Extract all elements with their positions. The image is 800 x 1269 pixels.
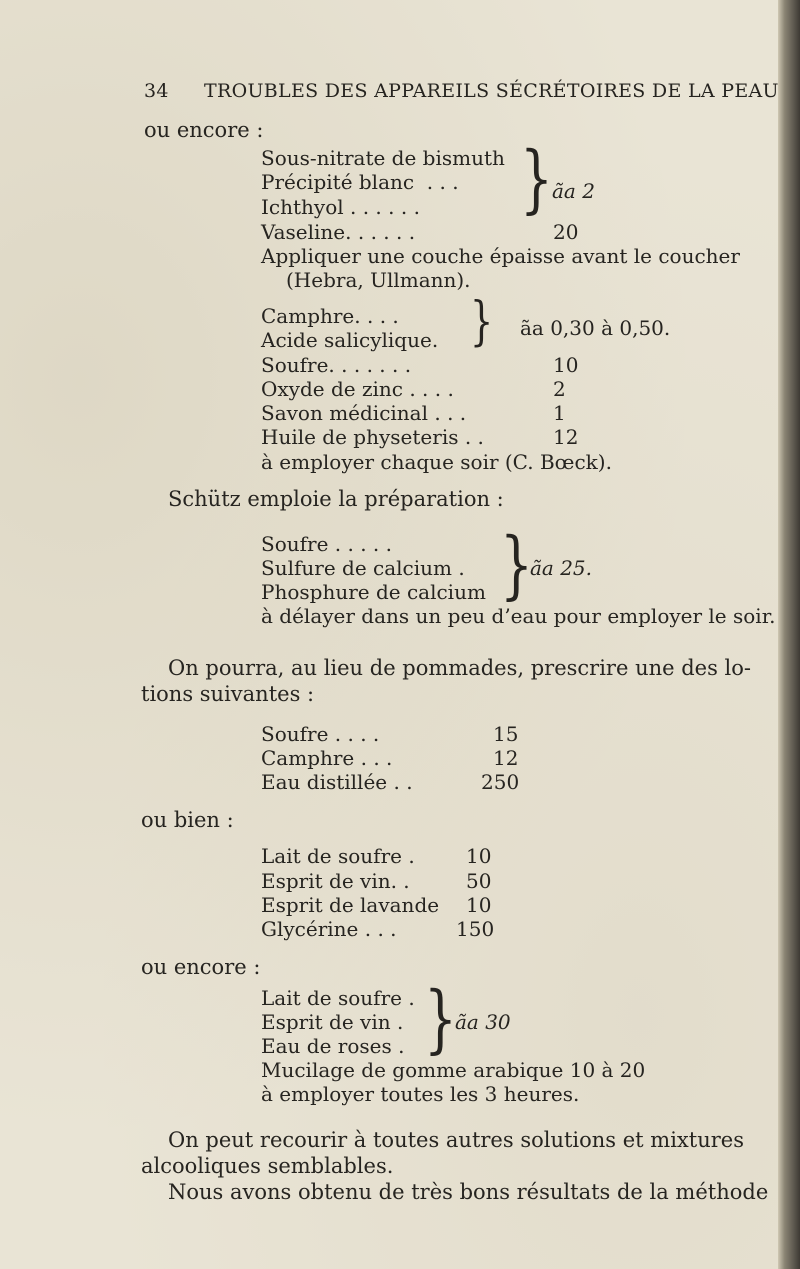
- paragraph: tions suivantes :: [141, 682, 315, 706]
- ingredient: Ichthyol . . . . . .: [261, 195, 420, 219]
- page-number: 34: [144, 80, 169, 102]
- quantity: 10: [553, 353, 579, 377]
- ingredient: Précipité blanc . . .: [261, 170, 459, 194]
- paragraph: Nous avons obtenu de très bons résultats de la méthode: [168, 1180, 769, 1204]
- instruction: à employer chaque soir (C. Bœck).: [261, 450, 612, 474]
- quantity: 2: [553, 377, 566, 401]
- dosage: ãa 2: [552, 179, 595, 203]
- brace: }: [424, 976, 457, 1062]
- paragraph: On pourra, au lieu de pommades, prescrire une des lo-: [168, 656, 752, 680]
- paragraph: On peut recourir à toutes autres solutions et mixtures: [168, 1128, 744, 1152]
- ingredient: Esprit de lavande: [261, 893, 440, 917]
- quantity: 12: [553, 425, 579, 449]
- ingredient: Esprit de vin. .: [261, 869, 410, 893]
- paragraph: Schütz emploie la préparation :: [168, 487, 504, 511]
- ingredient: Camphre . . .: [261, 746, 393, 770]
- instruction: à employer toutes les 3 heures.: [261, 1082, 580, 1106]
- instruction: Appliquer une couche épaisse avant le coucher: [261, 244, 740, 268]
- quantity: 20: [553, 220, 579, 244]
- ingredient: Oxyde de zinc . . . .: [261, 377, 454, 401]
- running-title: TROUBLES DES APPAREILS SÉCRÉTOIRES DE LA PEAU: [204, 80, 779, 102]
- quantity: 10: [466, 844, 492, 868]
- ingredient: Lait de soufre .: [261, 844, 415, 868]
- ingredient: Eau de roses .: [261, 1034, 405, 1058]
- intro-ou-encore: ou encore :: [144, 118, 264, 142]
- dosage: ãa 30: [455, 1010, 511, 1034]
- quantity: 12: [493, 746, 519, 770]
- instruction: (Hebra, Ullmann).: [286, 268, 471, 292]
- quantity: 250: [481, 770, 520, 794]
- quantity: 15: [493, 722, 519, 746]
- ingredient: Lait de soufre .: [261, 986, 415, 1010]
- brace: }: [500, 522, 533, 608]
- ingredient: Soufre . . . . .: [261, 532, 392, 556]
- ingredient: Eau distillée . .: [261, 770, 413, 794]
- ingredient: Huile de physeteris . .: [261, 425, 484, 449]
- ingredient: Soufre. . . . . . .: [261, 353, 412, 377]
- ou-encore: ou encore :: [141, 955, 261, 979]
- ingredient: Soufre . . . .: [261, 722, 380, 746]
- quantity: 150: [456, 917, 495, 941]
- dosage: ãa 0,30 à 0,50.: [520, 316, 671, 340]
- ingredient: Sulfure de calcium .: [261, 556, 465, 580]
- ingredient: Savon médicinal . . .: [261, 401, 467, 425]
- dosage: ãa 25.: [530, 556, 593, 580]
- ingredient: Phosphure de calcium: [261, 580, 486, 604]
- ingredient: Esprit de vin .: [261, 1010, 404, 1034]
- brace: }: [470, 292, 494, 352]
- instruction: à délayer dans un peu d’eau pour employer le soir.: [261, 604, 776, 628]
- ou-bien: ou bien :: [141, 808, 234, 832]
- ingredient: Sous-nitrate de bismuth: [261, 146, 505, 170]
- quantity: 10: [466, 893, 492, 917]
- ingredient: Vaseline. . . . . .: [261, 220, 416, 244]
- quantity: 1: [553, 401, 566, 425]
- ingredient: Camphre. . . .: [261, 304, 399, 328]
- ingredient: Acide salicylique.: [261, 328, 439, 352]
- quantity: 50: [466, 869, 492, 893]
- ingredient: Mucilage de gomme arabique 10 à 20: [261, 1058, 646, 1082]
- paragraph: alcooliques semblables.: [141, 1154, 394, 1178]
- brace: }: [520, 136, 553, 222]
- page-edge-shadow: [778, 0, 800, 1269]
- ingredient: Glycérine . . .: [261, 917, 397, 941]
